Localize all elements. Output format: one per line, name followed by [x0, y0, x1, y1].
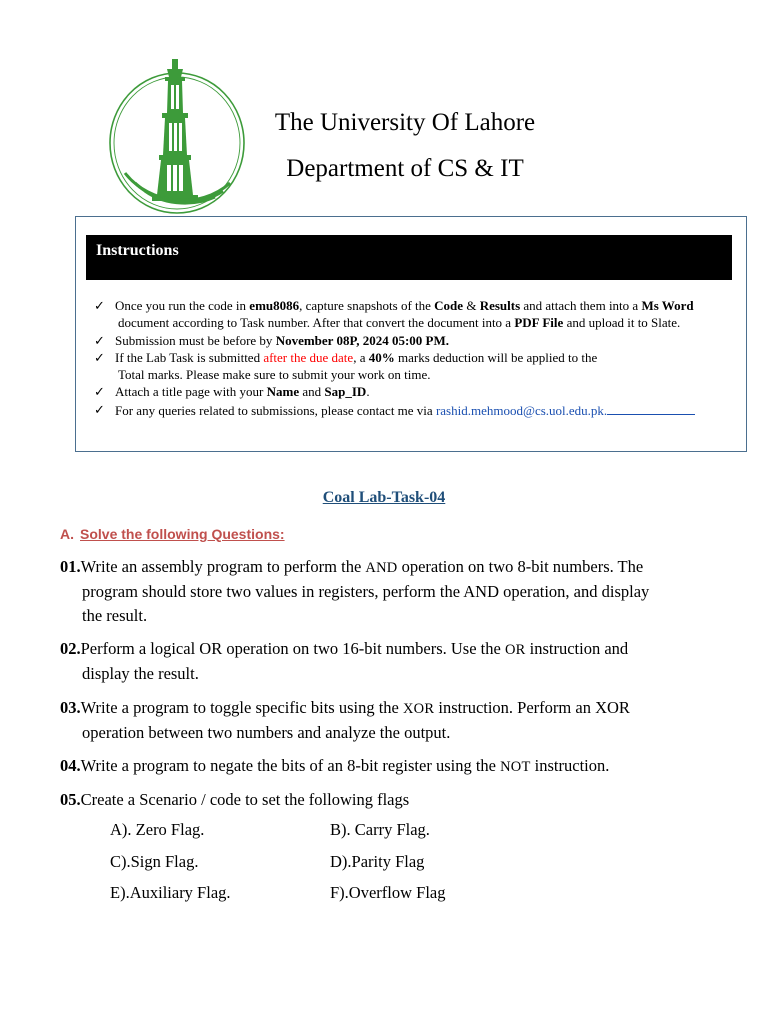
section-letter: A. [60, 526, 74, 542]
instruction-item [94, 332, 739, 349]
instruction-item [94, 297, 739, 332]
text-run: Write an assembly program to perform the [80, 557, 366, 576]
department-name: Department of CS & IT [286, 155, 524, 182]
question-number: 04. [60, 756, 81, 775]
contact-email-link[interactable]: rashid.mehmood@cs.uol.edu.pk. [435, 402, 608, 418]
text-run: instruction and [525, 639, 629, 658]
task-title: Coal Lab-Task-04 [322, 489, 446, 506]
bold-text: PDF File [514, 315, 564, 331]
flag-option: C).Sign Flag. [110, 851, 199, 871]
checkmark-icon: ✓ [94, 298, 105, 313]
flag-option: B). Carry Flag. [330, 820, 430, 839]
text-run: If the Lab Task is submitted [115, 349, 264, 365]
question-number: 03. [60, 698, 81, 717]
question-number: 01. [60, 557, 81, 576]
question-item [60, 788, 695, 812]
flag-row [110, 820, 530, 852]
question-text-continued: program should store two values in registers, perform the AND operation, and display [82, 582, 650, 601]
bold-text: 40% [368, 349, 395, 365]
bold-text: Name [266, 384, 300, 400]
bold-text: emu8086 [249, 298, 300, 313]
instruction-item [94, 383, 739, 400]
text-run: Create a Scenario / code to set the following flags [80, 790, 410, 809]
instruction-item [94, 401, 739, 419]
text-run: operation on two 8-bit numbers. The [397, 557, 644, 576]
instruction-text [115, 297, 739, 314]
text-run: Once you run the code in [115, 298, 250, 313]
instruction-text [115, 349, 739, 366]
text-run: , capture snapshots of the [299, 298, 435, 313]
text-run: instruction. Perform an XOR [434, 698, 630, 717]
instruction-keyword: AND [365, 560, 398, 576]
instruction-keyword: OR [504, 642, 526, 658]
text-run: document according to Task number. After that convert the document into a [118, 315, 515, 331]
instructions-box [75, 216, 747, 452]
text-run: Write a program to negate the bits of an 8-bit register using the [80, 756, 501, 775]
bold-text: Code [434, 298, 464, 313]
flag-option: D).Parity Flag [330, 851, 425, 871]
instruction-keyword: XOR [403, 701, 435, 717]
text-run: and [299, 384, 325, 400]
question-text [60, 754, 695, 779]
text-run: Write a program to toggle specific bits using the [80, 698, 404, 717]
flag-option: F).Overflow Flag [330, 883, 446, 902]
question-item [60, 754, 695, 779]
text-run: Total marks. Please make sure to submit your work on time. [118, 367, 431, 383]
text-run: . [366, 384, 370, 400]
text-run: marks deduction will be applied to the [394, 349, 598, 365]
instruction-text-continued [115, 314, 739, 331]
university-name: The University Of Lahore [274, 109, 536, 136]
text-run: Perform a logical OR operation on two 16-bit numbers. Use the [80, 639, 505, 658]
flag-options [110, 820, 530, 915]
text-run: and attach them into a [520, 298, 642, 313]
bold-text: Sap_ID [324, 384, 367, 400]
instruction-text [115, 332, 739, 349]
checkmark-icon: ✓ [94, 349, 105, 365]
text-run: , a [353, 349, 369, 365]
instruction-keyword: NOT [500, 759, 531, 775]
flag-option: E).Auxiliary Flag. [110, 883, 231, 902]
flag-row [110, 852, 530, 884]
section-a-heading [60, 526, 285, 542]
question-text [60, 637, 695, 662]
instruction-text [115, 383, 739, 400]
question-text [60, 788, 695, 812]
question-text-continued: the result. [82, 606, 148, 625]
text-run: & [463, 298, 480, 313]
question-number: 02. [60, 639, 81, 658]
question-item [60, 555, 695, 628]
bold-text: Ms Word [641, 298, 694, 313]
checkmark-icon: ✓ [94, 401, 105, 417]
question-number: 05. [60, 790, 81, 809]
document-header [240, 100, 570, 192]
flag-option: A). Zero Flag. [110, 820, 205, 839]
bold-text: November 08P, 2024 05:00 PM. [275, 332, 449, 348]
instruction-text-continued [115, 366, 739, 383]
checkmark-icon: ✓ [94, 332, 105, 348]
question-item [60, 637, 695, 686]
text-run: instruction. [530, 756, 610, 775]
text-run: For any queries related to submissions, please contact me via [115, 402, 436, 418]
question-text [60, 555, 695, 580]
question-text [60, 696, 695, 721]
due-date-warning: after the due date [263, 349, 354, 365]
link-underline [607, 401, 695, 415]
instructions-list [94, 297, 739, 419]
university-logo [105, 55, 250, 215]
checkmark-icon: ✓ [94, 384, 105, 400]
instructions-heading: Instructions [86, 235, 732, 280]
question-text-continued: operation between two numbers and analyze the output. [82, 723, 451, 742]
flag-row [110, 883, 530, 915]
instruction-text [115, 401, 739, 419]
question-text-continued: display the result. [82, 664, 199, 683]
section-label: Solve the following Questions: [80, 526, 285, 542]
instruction-item [94, 349, 739, 384]
text-run: and upload it to Slate. [563, 315, 681, 331]
text-run: Attach a title page with your [115, 384, 267, 400]
bold-text: Results [479, 298, 521, 313]
question-item [60, 696, 695, 745]
text-run: Submission must be before by [115, 332, 276, 348]
